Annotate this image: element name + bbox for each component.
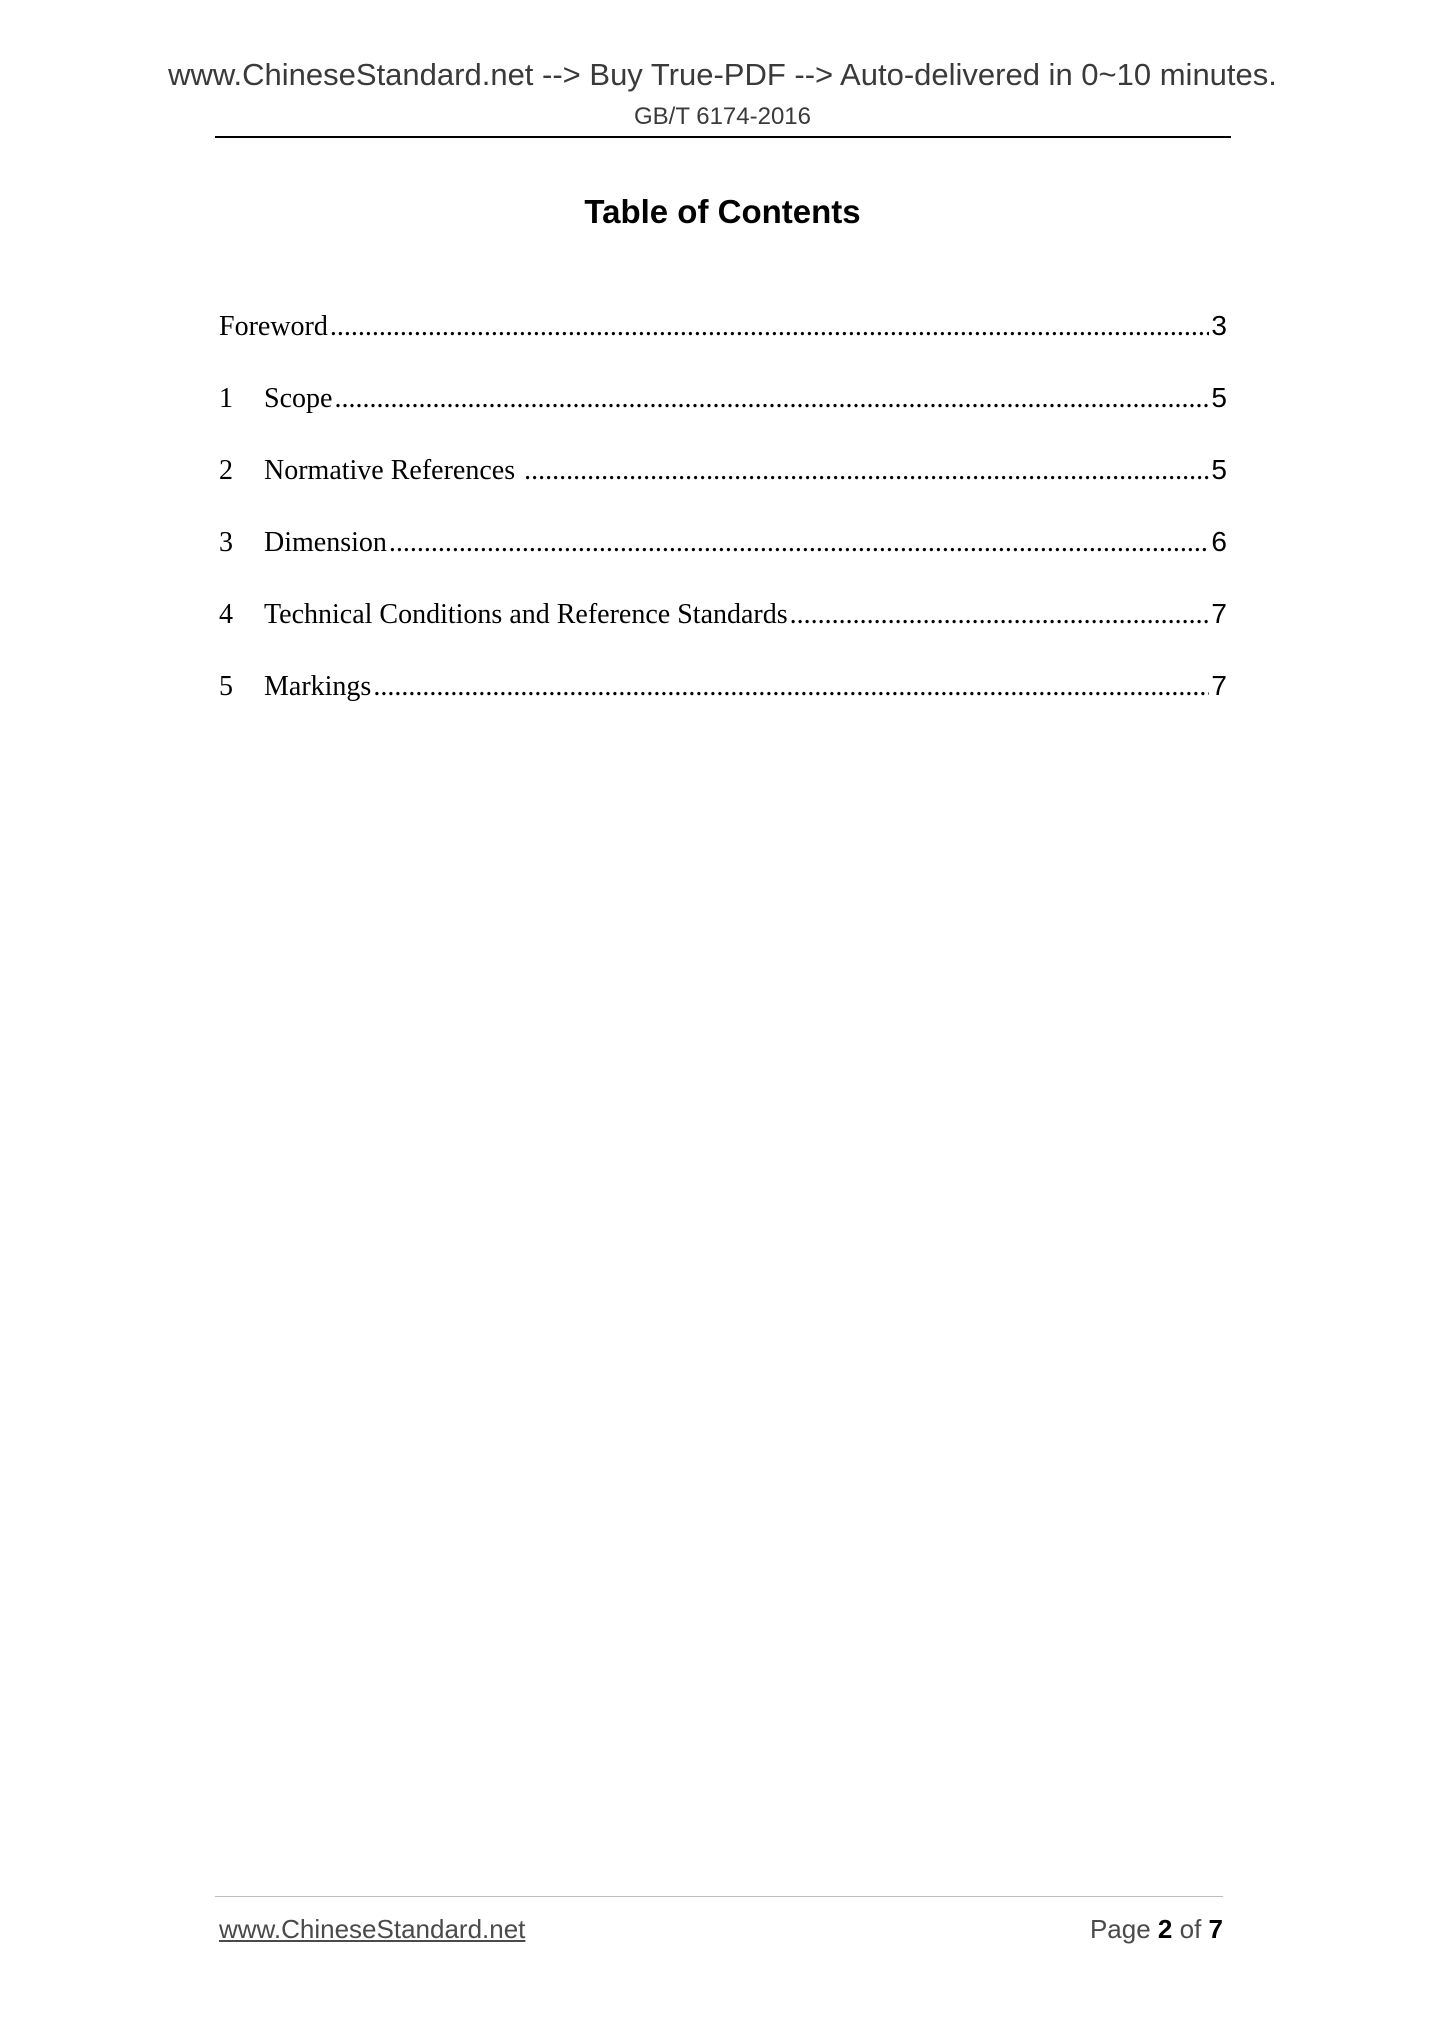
table-of-contents <box>219 310 1227 742</box>
toc-entry-label: Scope <box>264 383 333 414</box>
page-total: 7 <box>1208 1914 1223 1944</box>
toc-leader-dots <box>373 671 1209 703</box>
toc-entry-label: Dimension <box>264 527 387 558</box>
page-current: 2 <box>1157 1914 1173 1944</box>
page-indicator <box>1090 1914 1223 1945</box>
toc-entry-technical-conditions[interactable] <box>219 598 1227 670</box>
toc-entry-number: 4 <box>219 599 233 630</box>
toc-entry-page: 5 <box>1211 454 1227 485</box>
toc-entry-number: 2 <box>219 455 233 486</box>
toc-leader-dots <box>790 599 1210 631</box>
header-divider <box>215 136 1231 138</box>
footer-website-link[interactable]: www.ChineseStandard.net <box>219 1914 526 1944</box>
toc-entry-page: 7 <box>1211 598 1227 629</box>
document-code: GB/T 6174-2016 <box>633 103 811 130</box>
toc-entry-foreword[interactable] <box>219 310 1227 382</box>
toc-entry-page: 5 <box>1211 382 1227 413</box>
toc-entry-label: Normative References <box>264 455 523 486</box>
toc-leader-dots <box>524 455 1209 487</box>
toc-entry-page: 3 <box>1211 310 1227 341</box>
page-prefix: Page <box>1089 1914 1158 1944</box>
page-title: Table of Contents <box>584 193 861 230</box>
toc-entry-label: Markings <box>264 671 372 702</box>
toc-leader-dots <box>334 383 1209 415</box>
page-separator: of <box>1172 1914 1209 1944</box>
toc-leader-dots <box>330 311 1210 343</box>
toc-entry-normative-references[interactable] <box>219 454 1227 526</box>
toc-entry-number: 3 <box>219 527 233 558</box>
toc-entry-page: 6 <box>1211 526 1227 557</box>
header-banner: www.ChineseStandard.net --> Buy True-PDF --> Auto-delivered in 0~10 minutes. <box>168 57 1277 92</box>
toc-entry-markings[interactable] <box>219 670 1227 742</box>
toc-entry-number: 5 <box>219 671 233 702</box>
footer-divider <box>215 1896 1223 1897</box>
toc-leader-dots <box>389 527 1210 559</box>
toc-entry-dimension[interactable] <box>219 526 1227 598</box>
toc-entry-number: 1 <box>219 383 233 414</box>
toc-entry-page: 7 <box>1211 670 1227 701</box>
toc-entry-scope[interactable] <box>219 382 1227 454</box>
toc-entry-label: Foreword <box>219 311 328 342</box>
toc-entry-label: Technical Conditions and Reference Standards <box>264 599 788 630</box>
